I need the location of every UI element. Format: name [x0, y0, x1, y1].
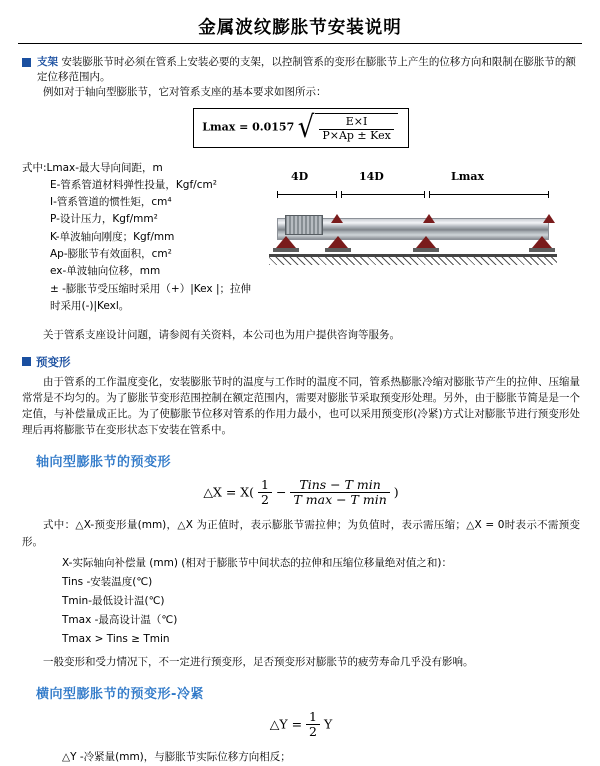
support-triangle — [416, 236, 436, 248]
diagram-label-lmax: Lmax — [451, 169, 485, 183]
fraction-numerator: Tins − T min — [299, 476, 381, 492]
support-base — [529, 248, 555, 252]
section-support-para3: 关于管系支座设计问题，请参阅有关资料，本公司也为用户提供咨询等服务。 — [43, 329, 400, 342]
formula-delta-y-lhs: △Y = — [269, 716, 303, 732]
page-title: 金属波纹膨胀节安装说明 — [198, 18, 402, 38]
fraction-numerator: E×I — [345, 115, 368, 129]
anchor-marker — [423, 214, 435, 223]
document-content — [0, 54, 600, 766]
sqrt-group — [297, 110, 398, 146]
document-page — [0, 14, 600, 764]
fraction-denominator: 2 — [306, 724, 320, 739]
bellows-expansion-joint — [285, 215, 323, 235]
variable-item: K-单波轴向刚度；Kgf/mm — [50, 230, 175, 243]
pipe-support — [413, 236, 439, 252]
formula-delta-y-rhs: Y — [323, 716, 333, 732]
support-base — [325, 248, 351, 252]
fraction-temp-ratio — [290, 478, 389, 508]
support-triangle — [328, 236, 348, 248]
pipe-support — [273, 236, 299, 252]
variable-item: Tmin-最低设计温(℃) — [62, 594, 165, 607]
formula-minus-sign: − — [275, 484, 287, 500]
formula-delta-x — [22, 478, 580, 508]
anchor-marker — [543, 214, 555, 223]
formula-delta-x-lhs: △X = X( — [203, 484, 255, 500]
variable-item: I-管系管道的惯性矩，cm⁴ — [50, 196, 172, 209]
title-divider — [18, 43, 582, 44]
section-predeform-heading — [22, 354, 580, 370]
variable-item: Tins -安装温度(℃) — [62, 575, 153, 588]
fraction-half — [258, 478, 272, 508]
variable-item: Ap-膨胀节有效面积，cm² — [50, 248, 172, 261]
fraction-numerator: 1 — [261, 476, 269, 492]
variable-item: 式中:Lmax-最大导向间距，m — [22, 161, 163, 174]
support-triangle — [276, 236, 296, 248]
dimension-line-4d — [277, 194, 337, 195]
variable-item: P-设计压力，Kgf/mm² — [50, 213, 158, 226]
anchor-marker — [331, 214, 343, 223]
section-support-heading: 支架 — [37, 56, 58, 68]
variable-item: ex-单波轴向位移，mm — [50, 265, 161, 278]
formula-delta-y — [22, 710, 580, 740]
radical-icon: √ — [297, 110, 315, 146]
section-lateral-note: △Y -冷紧量(mm)，与膨胀节实际位移方向相反； — [62, 751, 291, 764]
variable-item: Tmax -最高设计温（℃) — [62, 613, 178, 626]
section-predeform-heading-label: 预变形 — [36, 354, 71, 369]
blue-square-icon — [22, 357, 31, 366]
piping-support-diagram — [263, 170, 563, 290]
dimension-line-lmax — [429, 194, 549, 195]
variable-list — [22, 160, 257, 316]
section-axial-para-end: 一般变形和受力情况下，不一定进行预变形，足否预变形对膨胀节的疲劳寿命几乎没有影响。 — [43, 656, 474, 669]
diagram-label-14d: 14D — [359, 169, 384, 183]
ground-hatching — [269, 257, 557, 265]
pipe-support — [325, 236, 351, 252]
support-triangle — [532, 236, 552, 248]
variable-item: X-实际轴向补偿量 (mm) (相对于膨胀节中间状态的拉伸和压缩位移量绝对值之和)： — [62, 556, 452, 569]
fraction-half — [306, 710, 320, 740]
variable-item: ± -膨胀节受压缩时采用（+）|Kex |；拉伸时采用(-)|Kexl。 — [50, 282, 251, 313]
fraction-numerator: 1 — [309, 708, 317, 724]
section-support-para2: 例如对于轴向型膨胀节，它对管系支座的基本要求如图所示： — [43, 86, 327, 98]
variables-and-figure — [22, 154, 580, 322]
axial-variable-list — [62, 554, 580, 648]
variable-item: E-管系管道材料弹性投量，Kgf/cm² — [50, 178, 217, 191]
fraction-denominator: P×Ap ± Kex — [319, 129, 393, 143]
section-support-para1: 安装膨胀节时必须在管系上安装必要的支架，以控制管系的变形在膨胀节上产生的位移方向和限制在膨胀节的额定位移范围内。 — [37, 56, 576, 83]
variable-item: Tmax > Tins ≥ Tmin — [62, 632, 170, 645]
section-support — [22, 54, 580, 84]
formula-lmax-lhs: Lmax = 0.0157 — [202, 120, 295, 134]
pipe-support — [529, 236, 555, 252]
formula-lmax-wrapper — [22, 108, 580, 147]
fraction-denominator: 2 — [258, 492, 272, 507]
fraction-denominator: T max − T min — [290, 492, 389, 507]
formula-delta-x-rhs: ) — [393, 484, 399, 500]
section-predeform-para1: 由于管系的工作温度变化，安装膨胀节时的温度与工作时的温度不同，管系热膨胀冷缩对膨胀节产生的拉伸、压缩量常常是不均匀的。为了膨胀节变形范围控制在额定范围内，需要对膨胀节采取预变形处理。另外，由于膨胀节简是是一个定值，与补偿量成正比。为了使膨胀节位移对管系的作用力最小，也可以采用预变形(冷紧)方式让对膨胀节进行预变形处理后再将膨胀节在变形状态下安装在管系中。 — [22, 375, 580, 437]
section-axial-note: 式中：△X-预变形量(mm)，△X 为正值时，表示膨胀节需拉伸；为负值时，表示需压缩；△X = 0时表示不需预变形。 — [22, 519, 580, 548]
radicand — [315, 113, 397, 142]
support-base — [273, 248, 299, 252]
dimension-line-14d — [341, 194, 425, 195]
fraction — [319, 116, 393, 142]
diagram-labels — [263, 170, 563, 190]
support-base — [413, 248, 439, 252]
blue-square-icon — [22, 58, 31, 67]
section-lateral-predeform-heading: 横向型膨胀节的预变形-冷紧 — [36, 686, 204, 702]
formula-lmax — [193, 108, 409, 147]
section-axial-predeform-heading: 轴向型膨胀节的预变形 — [36, 454, 172, 470]
diagram-label-4d: 4D — [291, 169, 309, 183]
